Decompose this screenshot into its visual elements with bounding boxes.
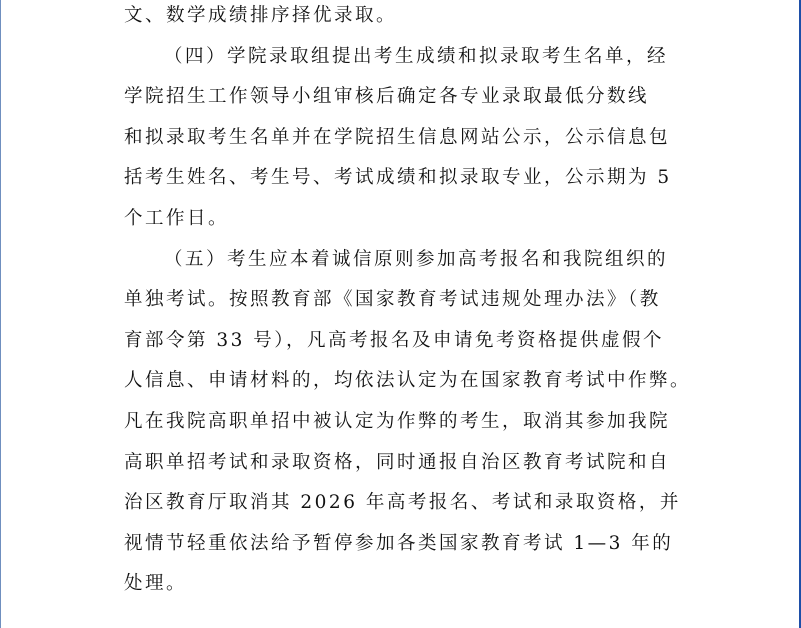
text-line: 育部令第 33 号），凡高考报名及申请免考资格提供虚假个 [124,329,665,351]
text-line: 文、数学成绩排序择优录取。 [124,5,398,26]
text-line: 治区教育厅取消其 2026 年高考报名、考试和录取资格，并 [124,492,681,514]
text-line: 人信息、申请材料的，均依法认定为在国家教育考试中作弊。 [124,370,692,392]
text-line: 处理。 [124,573,188,595]
text-line: 单独考试。按照教育部《国家教育考试违规处理办法》（教 [124,289,661,311]
document-body [124,0,692,605]
text-line: 和拟录取考生名单并在学院招生信息网站公示，公示信息包 [124,126,671,148]
text-line: 个工作日。 [124,207,230,229]
text-line: 括考生姓名、考生号、考试成绩和拟录取专业，公示期为 5 [124,167,672,189]
paragraph-5-line: （五）考生应本着诚信原则参加高考报名和我院组织的 [164,248,669,270]
page-left-edge [0,0,1,628]
text-line: 凡在我院高职单招中被认定为作弊的考生，取消其参加我院 [124,410,671,432]
text-line: 学院招生工作领导小组审核后确定各专业录取最低分数线 [124,86,650,108]
text-line: 高职单招考试和录取资格，同时通报自治区教育考试院和自 [124,451,671,473]
text-line: 视情节轻重依法给予暂停参加各类国家教育考试 1—3 年的 [124,532,674,554]
paragraph-4-line: （四）学院录取组提出考生成绩和拟录取考生名单，经 [164,45,669,67]
